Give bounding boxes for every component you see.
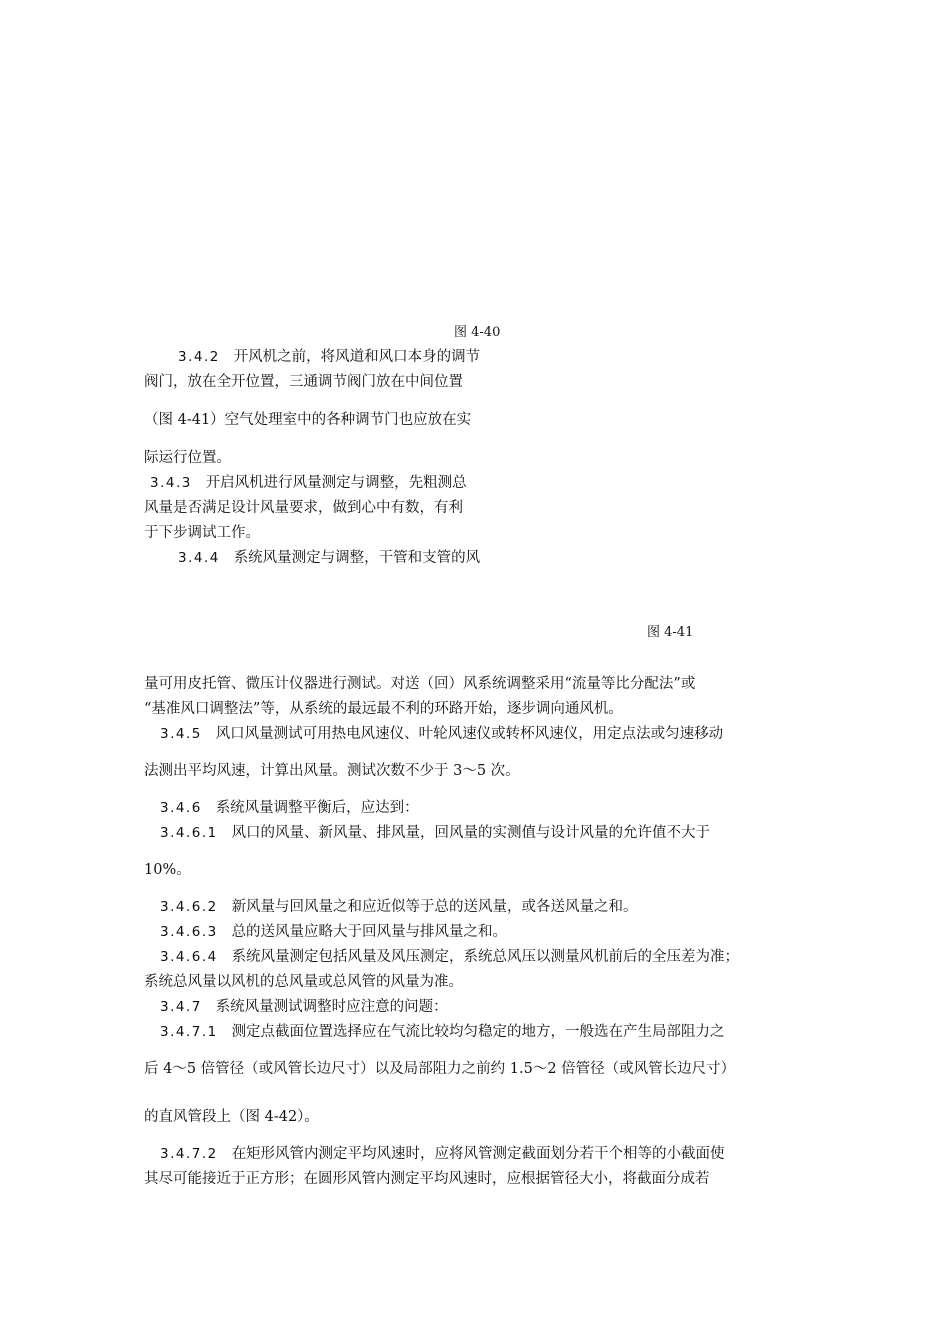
paragraph-text: “基准风口调整法”等，从系统的最远最不利的环路开始，逐步调向通风机。 <box>144 701 623 717</box>
paragraph-line <box>144 972 463 992</box>
section-number: 3.4.7 <box>160 999 202 1015</box>
paragraph-line <box>160 897 638 917</box>
paragraph-text: 际运行位置。 <box>144 450 231 466</box>
paragraph-text: 系统风量调整平衡后，应达到： <box>215 800 419 816</box>
paragraph-text: 系统风量测定与调整，干管和支管的风 <box>233 550 481 566</box>
paragraph-line <box>144 860 191 880</box>
section-number: 3.4.6.3 <box>160 924 218 940</box>
paragraph-text: （图 4-41）空气处理室中的各种调节门也应放在实 <box>144 412 472 428</box>
paragraph-text: 风口的风量、新风量、排风量，回风量的实测值与设计风量的允许值不大于 <box>231 825 711 841</box>
paragraph-line <box>144 498 463 518</box>
paragraph-text: 10%。 <box>144 862 191 878</box>
paragraph-text: 总的送风量应略大于回风量与排风量之和。 <box>231 924 508 940</box>
section-number: 3.4.6.1 <box>160 825 218 841</box>
paragraph-text: 系统总风量以风机的总风量或总风管的风量为准。 <box>144 974 463 990</box>
paragraph-line <box>160 798 419 818</box>
paragraph-line <box>144 523 260 543</box>
paragraph-line <box>160 997 448 1017</box>
paragraph-line <box>144 761 520 781</box>
paragraph-line <box>144 1169 710 1189</box>
paragraph-line <box>144 674 695 694</box>
paragraph-line <box>160 724 723 744</box>
paragraph-text: 后 4～5 倍管径（或风管长边尺寸）以及局部阻力之前约 1.5～2 倍管径（或风管长边尺寸） <box>144 1061 736 1077</box>
section-number: 3.4.4 <box>178 550 220 566</box>
paragraph-line <box>160 947 739 967</box>
paragraph-line <box>144 1059 735 1079</box>
section-number: 3.4.7.1 <box>160 1024 218 1040</box>
paragraph-text: 测定点截面位置选择应在气流比较均匀稳定的地方，一般选在产生局部阻力之 <box>231 1024 725 1040</box>
paragraph-text: 风量是否满足设计风量要求，做到心中有数，有利 <box>144 500 463 516</box>
section-number: 3.4.2 <box>178 349 220 365</box>
paragraph-line <box>144 448 231 468</box>
section-number: 3.4.6.2 <box>160 899 218 915</box>
paragraph-line <box>144 1107 319 1127</box>
paragraph-text: 开风机之前，将风道和风口本身的调节 <box>233 349 481 365</box>
section-number: 3.4.6 <box>160 800 202 816</box>
paragraph-line <box>160 1144 725 1164</box>
paragraph-line <box>160 922 507 942</box>
paragraph-text: 的直风管段上（图 4-42）。 <box>144 1109 319 1125</box>
paragraph-text: 于下步调试工作。 <box>144 525 260 541</box>
section-number: 3.4.7.2 <box>160 1146 218 1162</box>
paragraph-text: 系统风量测试调整时应注意的问题： <box>215 999 448 1015</box>
paragraph-text: 阀门，放在全开位置，三通调节阀门放在中间位置 <box>144 374 463 390</box>
paragraph-line <box>160 823 710 843</box>
paragraph-line <box>144 410 471 430</box>
paragraph-text: 新风量与回风量之和应近似等于总的送风量，或各送风量之和。 <box>231 899 638 915</box>
paragraph-text: 在矩形风管内测定平均风速时，应将风管测定截面划分若干个相等的小截面使 <box>231 1146 725 1162</box>
section-number: 3.4.5 <box>160 726 202 742</box>
paragraph-line <box>144 372 463 392</box>
paragraph-line <box>144 699 623 719</box>
figure-caption-4-40: 图 4-40 <box>454 325 501 340</box>
paragraph-line <box>150 473 467 493</box>
section-number: 3.4.6.4 <box>160 949 218 965</box>
paragraph-text: 风口风量测试可用热电风速仪、叶轮风速仪或转杯风速仪，用定点法或匀速移动 <box>215 726 724 742</box>
figure-caption-4-41: 图 4-41 <box>647 625 694 640</box>
paragraph-text: 系统风量测定包括风量及风压测定，系统总风压以测量风机前后的全压差为准； <box>231 949 740 965</box>
paragraph-line <box>160 1022 725 1042</box>
paragraph-line <box>178 548 480 568</box>
paragraph-line <box>178 347 480 367</box>
paragraph-text: 其尽可能接近于正方形；在圆形风管内测定平均风速时，应根据管径大小，将截面分成若 <box>144 1171 710 1187</box>
paragraph-text: 量可用皮托管、微压计仪器进行测试。对送（回）风系统调整采用“流量等比分配法”或 <box>144 676 696 692</box>
section-number: 3.4.3 <box>150 475 192 491</box>
paragraph-text: 法测出平均风速，计算出风量。测试次数不少于 3～5 次。 <box>144 763 520 779</box>
paragraph-text: 开启风机进行风量测定与调整，先粗测总 <box>205 475 467 491</box>
